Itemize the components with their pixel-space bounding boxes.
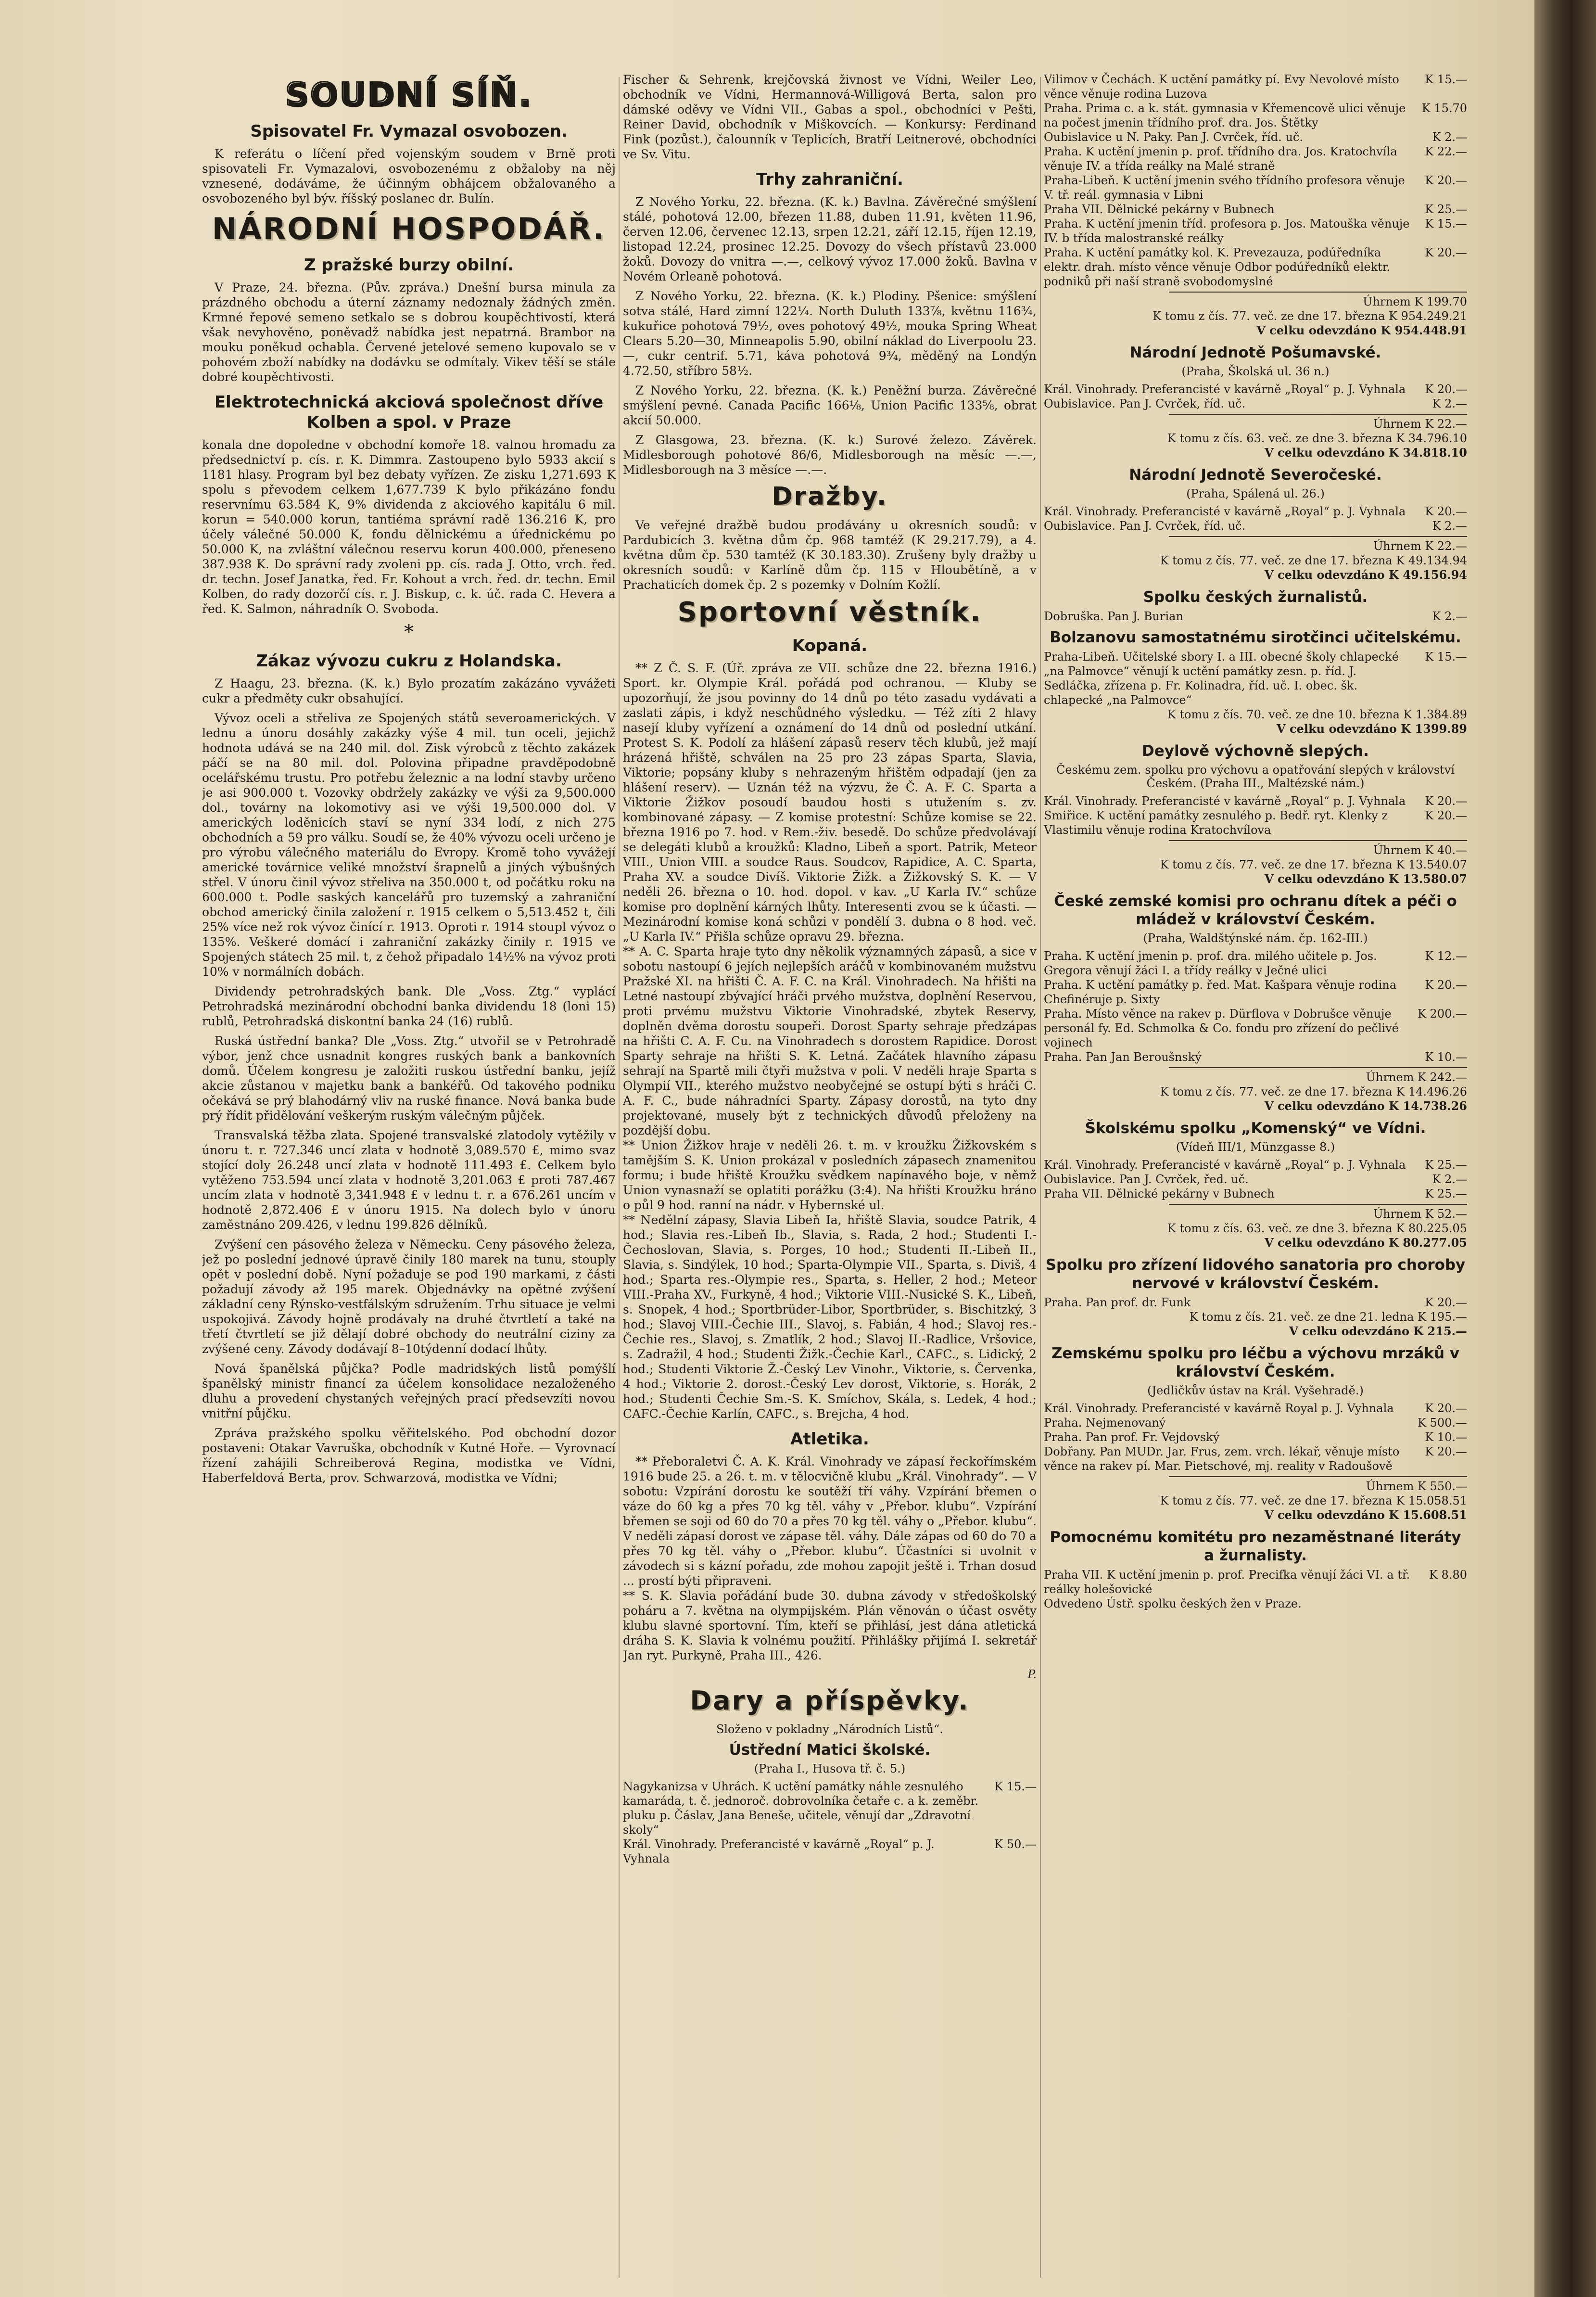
donation-text: Král. Vinohrady. Preferancisté v kavárně „Royal“ p. J. Vyhnala bbox=[1044, 505, 1406, 518]
donation-item bbox=[1044, 202, 1467, 217]
donation-title: České zemské komisi pro ochranu dítek a péči o mládež v království Českém. bbox=[1054, 893, 1457, 928]
section-subtitle: Složeno v pokladny „Národních Listů“. bbox=[716, 1723, 944, 1736]
donation-text: Dobřany. Pan MUDr. Jar. Frus, zem. vrch. lékař, věnuje místo věnce na rakev pí. Mar. Pietschové, mj. reality v Radoušově bbox=[1044, 1445, 1400, 1473]
donation-amount bbox=[1414, 1596, 1467, 1611]
donation-item bbox=[1044, 245, 1467, 289]
donation-sum: Úhrnem K 242.— bbox=[1366, 1071, 1467, 1084]
article-text: konala dne dopoledne v obchodní komoře 18. valnou hromadu za předsednictví p. cís. r. K. Dimmra. Zastoupeno bylo 5933 akcií s 1181 hlasy. Program byl bez debaty vyřízen. Ze zisku 1,271.693 K spolu s převodem celkem 1,677.739 K bylo přikázáno fondu reservnímu 63.584 K, 9% dividenda z akciového kapitálu 6 mil. korun = 540.000 korun, tantiéma správní radě 136.216 K, pro účely válečné 50.000 K, fondu dělnickému a úřednickému po 50.000 K, na zvláštní válečnou reservu korun 400.000, přeneseno 387.938 K. Do správní rady zvoleni pp. cís. rada J. Otto, vrch. řed. dr. techn. Josef Janatka, řed. Fr. Kohout a vrch. řed. dr. techn. Emil Kolben, do rady dozorčí cís. r. J. Biskup, c. k. úč. rada C. Hevera a řed. K. Salmon, náhradník O. Svoboda. bbox=[202, 438, 616, 616]
page-binding-edge bbox=[1534, 0, 1596, 2297]
donation-amount: K 10.— bbox=[1425, 1430, 1467, 1444]
donation-amount: K 50.— bbox=[994, 1838, 1037, 1851]
donation-previous: K tomu z čís. 77. več. ze dne 17. března K 15.058.51 bbox=[1160, 1494, 1467, 1507]
donation-amount: K 2.— bbox=[1432, 397, 1467, 410]
donation-item bbox=[1044, 808, 1467, 837]
article-text: Ve veřejné dražbě budou prodávány u okresních soudů: v Pardubicích 3. května dům čp. 968 tamtéž (K 29.217.79), a 4. května dům čp. 530 tamtéž (K 30.183.30). Zrušeny byly dražby u okresních soudů: v Karlíně dům čp. 115 v Hloubětíně, a v Prachaticích domek čp. 2 s pozemky v Dolním Kožlí. bbox=[623, 518, 1037, 592]
donation-sum: Úhrnem K 22.— bbox=[1373, 417, 1467, 431]
donation-text: Praha VII. Dělnické pekárny v Bubnech bbox=[1044, 203, 1275, 216]
donation-previous: K tomu z čís. 77. več. ze dne 17. března K 954.249.21 bbox=[1153, 309, 1467, 323]
donation-item bbox=[1044, 609, 1467, 624]
article-text: ** Přeboraletvi Č. A. K. Král. Vinohrady ve zápasí řeckořímském 1916 bude 25. a 26. t. m. v tělocvičně klubu „Král. Vinohrady“. — V sobotu: Vzpírání dorostu ke soutěží tří váhy. Vzpírání břemen o váze do 60 kg a přes 70 kg těl. váhy v „Přebor. klubu“. Vzpírání břemen se soji od 60 do 70 a přes 70 kg těl. váhy o „Přebor. klubu“. V neděli zápasí dorost ve zápase těl. váhy. Dále zápas od 60 do 70 a přes 70 kg těl. váhy o „Přebor. klubu“. Účastníci si uvolnit v závodech si s kázní pořadu, zde mohou zapojit ještě i. Trhan dosud ... prostí býti připraveni. ** S. K. Slavia pořádání bude 30. dubna závody v středoškolský poháru a 7. května na olympijském. Plán věnován o účast osvěty klubu slavné sportovní. Tím, kteří se přihlásí, jest dána atletická dráha S. K. Slavia k volnému použití. Přihlášky přijímá I. sekretář Jan ryt. Purkyně, Praha III., 426. bbox=[623, 1455, 1037, 1662]
separator-star: * bbox=[404, 621, 414, 643]
section-heading-hospodar: NÁRODNÍ HOSPODÁŘ. bbox=[212, 211, 606, 246]
donation-total: V celku odevzdáno K 954.448.91 bbox=[1256, 323, 1467, 337]
donation-title: Pomocnému komitétu pro nezaměstnané literáty a žurnalisty. bbox=[1050, 1529, 1461, 1564]
article-title: Z pražské burzy obilní. bbox=[304, 255, 514, 275]
donation-sum: Úhrnem K 22.— bbox=[1373, 539, 1467, 553]
sum-rule bbox=[1169, 292, 1467, 293]
donation-text: Oubislavice. Pan J. Cvrček, říd. uč. bbox=[1044, 397, 1246, 410]
donation-previous: K tomu z čís. 77. več. ze dne 17. března K 49.134.94 bbox=[1160, 554, 1467, 567]
donation-amount: K 20.— bbox=[1425, 246, 1467, 259]
article-text: Dividendy petrohradských bank. Dle „Voss. Ztg.“ vyplácí Petrohradská mezinárodní obchodní banka dividendu 18 (loni 15) rublů, Petrohradská diskontní banka 24 (16) rublů. bbox=[202, 984, 616, 1028]
donation-text: Král. Vinohrady. Preferancisté v kavárně „Royal“ p. J. Vyhnala bbox=[1044, 1158, 1406, 1172]
column-rule bbox=[619, 77, 620, 2278]
section-heading-soudni: SOUDNÍ SÍŇ. bbox=[285, 76, 533, 114]
article-text: Z Nového Yorku, 22. března. (K. k.) Plodiny. Pšenice: smýšlení sotva stálé, Hard zimní 122¼. North Duluth 133⅞, květnu 116¾, kukuřice pohotová 79½, oves pohotový 49½, mouka Spring Wheat Clears 5.20—30, Minneapolis 5.90, obilní náklad do Liverpoolu 23.—, cukr centrif. 5.71, káva pohotová 9¾, měděný na Londýn 4.72.50, stříbro 58½. bbox=[623, 289, 1037, 378]
donation-item bbox=[1044, 1172, 1467, 1187]
donation-item bbox=[1044, 1568, 1467, 1596]
donation-text: Král. Vinohrady. Preferancisté v kavárně „Royal“ p. J. Vyhnala bbox=[1044, 794, 1406, 808]
donation-item bbox=[1044, 504, 1467, 519]
donation-amount: K 15.— bbox=[1425, 650, 1467, 664]
donation-item bbox=[1044, 217, 1467, 245]
donation-amount: K 15.70 bbox=[1421, 102, 1467, 115]
donation-total: V celku odevzdáno K 14.738.26 bbox=[1264, 1099, 1467, 1113]
donation-amount: K 2.— bbox=[1432, 610, 1467, 623]
article-text: K referátu o líčení před vojenským soudem v Brně proti spisovateli Fr. Vymazalovi, osvobozenému z obžaloby na něj vznesené, dodáváme, že účinným obhájcem obžalovaného a osvobozeného byl býv. říšský poslanec dr. Bulín. bbox=[202, 147, 616, 205]
donation-amount: K 22.— bbox=[1425, 145, 1467, 158]
donation-title: Zemskému spolku pro léčbu a výchovu mrzáků v království Českém. bbox=[1051, 1345, 1460, 1380]
donation-text: Praha-Libeň. K uctění jmenin svého třídního profesora věnuje V. tř. reál. gymnasia v Libni bbox=[1044, 174, 1405, 202]
donation-previous: K tomu z čís. 21. več. ze dne 21. ledna K 195.— bbox=[1189, 1310, 1467, 1324]
donation-title: Deylově výchovně slepých. bbox=[1142, 742, 1369, 760]
donation-item bbox=[1044, 1430, 1467, 1444]
donation-item bbox=[1044, 72, 1467, 101]
donation-text: Praha VII. K uctění jmenin p. prof. Precifka věnují žáci VI. a tř. reálky holešovické bbox=[1044, 1568, 1410, 1596]
donation-text: Praha. K uctění památky kol. K. Prevezauza, podúředníka elektr. drah. místo věnce věnuje Odbor podúředníků elektr. podniků při naší straně svobodomyslné bbox=[1044, 246, 1391, 288]
donation-amount: K 15.— bbox=[1425, 217, 1467, 230]
donation-text: Oubislavice. Pan J. Cvrček, řed. uč. bbox=[1044, 1173, 1249, 1186]
article-text: Nová španělská půjčka? Podle madridských listů pomýšlí španělský ministr financí za účelem konsolidace nezaloženého dluhu a provedení chystaných veřejných prací předsevzíti novou vnitřní půjčku. bbox=[202, 1362, 616, 1420]
donation-text: Praha VII. Dělnické pekárny v Bubnech bbox=[1044, 1187, 1275, 1200]
article-title: Trhy zahraniční. bbox=[756, 170, 903, 189]
donation-text: Praha. Pan Jan Beroušnský bbox=[1044, 1050, 1202, 1064]
donation-item bbox=[1044, 1295, 1467, 1310]
donation-item bbox=[1044, 144, 1467, 173]
section-heading-drazby: Dražby. bbox=[772, 482, 888, 511]
column-1 bbox=[202, 72, 616, 2278]
donation-total: V celku odevzdáno K 15.608.51 bbox=[1264, 1508, 1467, 1522]
donation-item bbox=[1044, 1444, 1467, 1473]
donation-sum: Úhrnem K 550.— bbox=[1366, 1480, 1467, 1493]
donation-amount: K 12.— bbox=[1425, 949, 1467, 963]
article-text: Ruská ústřední banka? Dle „Voss. Ztg.“ utvořil se v Petrohradě výbor, jenž chce usnadnit kongres ruských bank a bankovních domů. Účelem kongresu je založiti ruskou ústřední banku, jejíž akcie zůstanou v majetku bank a bankéřů. Od takového podniku očekává se prý blahodárný vliv na ruské finance. Nová banka bude prý řídit přidělování veškerým ruským válečným půjček. bbox=[202, 1034, 616, 1123]
donation-text: Nagykanizsa v Uhrách. K uctění památky náhle zesnulého kamaráda, t. č. jednoroč. dobrovolníka četaře c. a k. zeměbr. pluku p. Čáslav, Jana Benešе, učitele, věnují dar „Zdravotní skoly“ bbox=[623, 1780, 979, 1837]
donation-item bbox=[1044, 650, 1467, 707]
donation-amount: K 20.— bbox=[1425, 978, 1467, 992]
donation-item bbox=[1044, 1158, 1467, 1172]
sum-rule bbox=[1169, 840, 1467, 841]
donation-total: V celku odevzdáno K 49.156.94 bbox=[1264, 568, 1467, 582]
article-text: Transvalská těžba zlata. Spojené transvalské zlatodoly vytěžily v únoru t. r. 727.346 uncí zlata v hodnotě 3,089.570 £, mimo svaz stojící doly 26.248 uncí zlata v hodnotě 111.493 £. Celkem bylo vytěženo 753.594 uncí zlata v hodnotě 3,201.063 £ proti 787.467 uncím zlata v hodnotě 3,341.948 £ v lednu t. r. a 676.261 uncím v hodnotě 2,872.406 £ v únoru 1915. Na dolech bylo v únoru zaměstnáno 209.426, v lednu 199.826 dělníků. bbox=[202, 1128, 616, 1232]
article-text: V Praze, 24. března. (Pův. zpráva.) Dnešní bursa minula za prázdného obchodu a úterní záznamy nedoznaly žádných změn. Krmné řepové semeno setkalo se s dobrou koupěchtivostí, která však nevyhověno, poněvadž nabídka jest nepatrná. Brambor na mouku poněkud ochabla. Červené jetelové semeno kupovalo se v pohovém zboží nabídky na dodávku se odmítaly. Vikev těší se stále dobré koupěchtivosti. bbox=[202, 281, 616, 384]
donation-amount: K 20.— bbox=[1425, 1445, 1467, 1458]
donation-amount: K 25.— bbox=[1425, 1187, 1467, 1200]
donation-item bbox=[1044, 396, 1467, 411]
donation-total: V celku odevzdáno K 1399.89 bbox=[1277, 722, 1467, 736]
donation-text: Smiřice. K uctění památky zesnulého p. Bedř. ryt. Klenky z Vlastimilu věnuje rodina Kratochvílova bbox=[1044, 809, 1388, 837]
donation-amount: K 200.— bbox=[1418, 1007, 1467, 1021]
donation-item bbox=[623, 1837, 1037, 1866]
donation-address: (Praha, Školská ul. 36 n.) bbox=[1181, 365, 1330, 378]
article-text: Z Nového Yorku, 22. března. (K. k.) Peněžní burza. Závěrečné smýšlení pevné. Canada Pacific 166⅛, Union Pacific 133⅝, obrat akcií 50.000. bbox=[623, 383, 1037, 427]
donation-text: Oubislavice u N. Paky. Pan J. Cvrček, říd. uč. bbox=[1044, 130, 1303, 144]
donation-amount: K 20.— bbox=[1425, 794, 1467, 808]
donation-address: (Praha I., Husova tř. č. 5.) bbox=[754, 1762, 906, 1775]
donation-sum: Úhrnem K 40.— bbox=[1373, 843, 1467, 857]
donation-title: Národní Jednotě Severočeské. bbox=[1129, 466, 1382, 484]
donation-amount: K 25.— bbox=[1425, 203, 1467, 216]
donation-sum: Úhrnem K 199.70 bbox=[1363, 295, 1467, 308]
donation-previous: K tomu z čís. 77. več. ze dne 17. března K 13.540.07 bbox=[1160, 858, 1467, 871]
donation-amount: K 20.— bbox=[1425, 809, 1467, 822]
article-text: Z Nového Yorku, 22. března. (K. k.) Bavlna. Závěrečné smýšlení stálé, pohotová 12.00, březen 11.88, duben 11.91, květen 11.96, červen 12.06, červenec 12.13, srpen 12.21, září 12.15, říjen 12.19, listopad 12.24, prosinec 12.25. Dovozy do všech přístavů 23.000 žoků. Dovozy do vnitra —.—, celkový vývoz 17.000 žoků. Bavlna v Novém Orleaně pohotová. bbox=[623, 195, 1037, 283]
donation-item bbox=[1044, 1401, 1467, 1416]
donation-item bbox=[1044, 1416, 1467, 1430]
donation-item bbox=[1044, 1050, 1467, 1064]
donation-previous: K tomu z čís. 70. več. ze dne 10. března K 1.384.89 bbox=[1167, 708, 1467, 721]
donation-item bbox=[1044, 130, 1467, 144]
donation-text: Král. Vinohrady. Preferancisté v kavárně „Royal“ p. J. Vyhnala bbox=[623, 1838, 935, 1865]
donation-address: (Praha, Waldštýnské nám. čp. 162-III.) bbox=[1143, 932, 1368, 945]
signature: P. bbox=[1027, 1668, 1037, 1681]
donation-amount: K 20.— bbox=[1425, 174, 1467, 187]
donation-text: Praha. K uctění jmenin p. prof. třídního dra. Jos. Kratochvíla věnuje IV. a třída reálky na Malé straně bbox=[1044, 145, 1397, 173]
donation-text: Praha. Pan prof. Fr. Vejdovský bbox=[1044, 1430, 1220, 1444]
donation-item bbox=[623, 1779, 1037, 1837]
donation-sum: Úhrnem K 52.— bbox=[1373, 1207, 1467, 1221]
sum-rule bbox=[1169, 1476, 1467, 1477]
donation-amount: K 20.— bbox=[1425, 505, 1467, 518]
donation-amount: K 15.— bbox=[994, 1780, 1037, 1793]
article-title: Kopaná. bbox=[792, 636, 868, 655]
section-heading-sport: Sportovní věstník. bbox=[677, 597, 982, 628]
column-3 bbox=[1044, 72, 1467, 2278]
donation-text: Praha. K uctění památky p. řed. Mat. Kašpara věnuje rodina Chefinéruje p. Sixty bbox=[1044, 978, 1397, 1006]
donation-title: Ústřední Matici školské. bbox=[729, 1741, 931, 1759]
donation-text: Oubislavice. Pan J. Cvrček, říd. uč. bbox=[1044, 519, 1246, 533]
donation-item bbox=[1044, 101, 1467, 130]
donation-text: Odvedeno Ústř. spolku českých žen v Praze. bbox=[1044, 1597, 1302, 1610]
article-text: Fischer & Sehrenk, krejčovská živnost ve Vídni, Weiler Leo, obchodník ve Vídni, Hermannová-Willigová Berta, salon pro dámské oděvy ve Vídni VII., Gabas a spol., obchodníci v Pešti, Reiner David, obchodník v Miškovcích. — Konkursy: Ferdinand Fink (pozůst.), čalounník v Teplicích, Bratří Leitnerové, obchodníci ve Sv. Vitu. bbox=[623, 73, 1037, 161]
donation-title: Národní Jednotě Pošumavské. bbox=[1129, 344, 1381, 361]
donation-previous: K tomu z čís. 63. več. ze dne 3. března K 80.225.05 bbox=[1167, 1222, 1467, 1235]
donation-previous: K tomu z čís. 77. več. ze dne 17. března K 14.496.26 bbox=[1160, 1085, 1467, 1098]
donation-amount: K 500.— bbox=[1418, 1416, 1467, 1429]
donation-list bbox=[1044, 72, 1467, 289]
donation-amount: K 10.— bbox=[1425, 1050, 1467, 1064]
article-text: ** Z Č. S. F. (Úř. zpráva ze VII. schůze dne 22. března 1916.) Sport. kr. Olympie Král. pořádá pod ochranou. — Kluby se upozorňují, že jsou povinny do 14 dnů po této zasadu vydávati a zaslati zápis, i když neschůdného výsledku. — Též zíti 2 hlavy nasejí kluby vyřízení a oznámení do 14 dnů od poslední utkání. Protest S. K. Podolí za hlášení zápasů reserv těch klubů, jež mají hrázená hřiště, schválen na 25 pro 23 zápas Sparta, Slavia, Viktorie; popsány kluby s nehrazeným hřištěm odpadají (jen za hlášení reserv). — Uznán též na výzvu, že Č. A. F. C. Sparta a Viktorie Žižkov posoudí baudou hosti s utužením s. zv. kombinované zápasy. — Z komise protestní: Schůze komise se 22. března 1916 po 7. hod. v Rem.-živ. besedě. Do schůze předvolávají se delegáti klubů a kroužků: Kladno, Libeň a sport. Patrik, Meteor VIII., Union VIII. a soudce Raus. Soudcov, Rapidice, A. C. Sparta, Praha XV. a soudce Divíš. Viktorie Žižk. a Žižkovský S. K. — V neděli 26. března o 10. hod. dopol. v kav. „U Karla IV.“ schůze komise pro doplnění kárných lhůty. Interesenti zvou se k účasti. — Mezinárodní komise koná schůzi v pondělí 3. dubna o 8 hod. več. „U Karla IV.“ Přišla schůze opravu 29. března. ** A. C. Sparta hraje tyto dny několik významných zápasů, a sice v sobotu nastoupí 6 jejích nejlepších aráčů v kombinovaném mužstvu Pražské XI. na hřišti Č. A. F. C. na Král. Vinohradech. Na hřišti na Letné nastoupí zbývající hráči prvého mužstva, doplnění Reservou, proti prvému mužstvu Viktorie Vinohradské, zbytek Reservy, doplněn dvěma dorostu soupeři. Dorost Sparty sehraje předzápas na hřišti C. A. F. Cu. na Vinohradech s dorostem Rapidice. Dorost Sparty sehraje na hřišti S. K. Letná. Začátek hlavního zápasu sehrají na Spartě mili čtyři mužstva v poli. V neděli hraje Sparta s Olympií VII., kterého mužstvo neobyčejné se ostupí býti s hráči C. A. F. C., bude náhradníci Sparty. Zápasy dorostů, na tyto dny projektované, musely být z technických důvodů přeloženy na pozdější dobu. ** Union Žižkov hraje v neděli 26. t. m. v kroužku Žižkovském s tamějším S. K. Union prokázal v posledních zápasech znamenitou formu; i bude hřiště Kroužku svědkem napínavého boje, v němž Union vynasnaží se oplatiti porážku (3:4). Na hřišti Kroužku hráno o půl 9 hod. ranní na nádr. v Hybernské ul. ** Nedělní zápasy, Slavia Libeň Ia, hřiště Slavia, soudce Patrik, 4 hod.; Slavia res.-Libeň Ib., Slavia, s. Rada, 2 hod.; Studenti I.-Čechoslovan, Slavia, s. Porges, 10 hod.; Studenti II.-Libeň II., Slavia, s. Sindýlek, 10 hod.; Sparta-Olympie VII., Sparta, s. Diviš, 4 hod.; Sparta res.-Olympie res., Sparta, s. Heller, 2 hod.; Meteor VIII.-Praha XV., Furkyně, 4 hod.; Viktorie VIII.-Nusické S. K., Libeň, s. Snopek, 4 hod.; Sportbrüder-Libor, Sportbrüder, s. Bischitzký, 3 hod.; Slavoj VIII.-Čechie III., Slavoj, s. Fabián, 4 hod.; Slavoj res.-Čechie res., Slavoj, s. Zmatlík, 2 hod.; Slavoj II.-Radlice, Vršovice, s. Zadražil, 4 hod.; Studenti Žižk.-Čechie Karl., CAFC., s. Lidický, 2 hod.; Studenti Viktorie Ž.-Český Lev Vinohr., Viktorie, s. Červenka, 4 hod.; Viktorie 2. dorost.-Český Lev dorost, Viktorie, s. Horák, 2 hod.; Studenti Čechie Sm.-S. K. Smíchov, Skála, s. Ledek, 4 hod.; CAFC.-Čechie Karlín, CAFC., s. Brejcha, 4 hod. bbox=[623, 661, 1037, 1421]
donation-text: Král. Vinohrady. Preferancisté v kavárně „Royal“ p. J. Vyhnala bbox=[1044, 383, 1406, 396]
donation-address: (Vídeň III/1, Münzgasse 8.) bbox=[1176, 1140, 1335, 1154]
donation-title: Spolku pro zřízení lidového sanatoria pro choroby nervové v království Českém. bbox=[1045, 1256, 1466, 1292]
sum-rule bbox=[1169, 414, 1467, 415]
donation-total: V celku odevzdáno K 34.818.10 bbox=[1264, 446, 1467, 459]
donation-amount: K 2.— bbox=[1432, 1173, 1467, 1186]
article-text: Vývoz oceli a střeliva ze Spojených států severoamerických. V lednu a únoru dosáhly zakázky výše 4 mil. tun oceli, jejichž hodnota udává se na 240 mil. dol. Zisk výrobců z těchto zakázek páčí se na 80 mil. dol. Polovina připadne pravděpodobně ocelářskému trustu. Pro potřebu železnic a na lodní stavby určeno je asi 900.000 t. Vozovky obdržely zakázky ve výši za 9,500.000 dol., továrny na lokomotivy asi ve výši 19,500.000 dol. V amerických loděnicích staví se nyní 334 lodí, z nich 275 obchodních a 59 pro válku. Soudí se, že 40% vývozu oceli určeno je pro výrobu válečného materiálu do Evropy. Kromě toho vyvážejí americké továrnice veliké množství šrapnelů a jiných výbušných střel. V únoru činil vývoz střeliva na 350.000 t, od počátku roku na 600.000 t. Podle saských kancelářů pro tuzemský a zahraniční obchod americký činila založení r. 1915 celkem o 5,513.452 t, čili 25% více než rok vývoz činící r. 1913. Oproti r. 1914 stoupl vývoz o 135%. Veškeré domácí i zahraniční zakázky činily r. 1915 ve Spojených státech 25 mil. t, z čehož připadalo 14½% na vývoz proti 10% v normálních dobách. bbox=[202, 711, 616, 979]
donation-amount: K 20.— bbox=[1425, 383, 1467, 396]
donation-address: (Praha, Spálená ul. 26.) bbox=[1186, 487, 1325, 500]
donation-text: Praha. Pan prof. dr. Funk bbox=[1044, 1296, 1191, 1309]
donation-amount: K 25.— bbox=[1425, 1158, 1467, 1172]
donation-address: Českému zem. spolku pro výchovu a opatřování slepých v království Českém. (Praha III., Maltézské nám.) bbox=[1056, 763, 1455, 790]
donation-item bbox=[1044, 173, 1467, 202]
donation-title: Spolku českých žurnalistů. bbox=[1143, 588, 1368, 606]
article-text: Z Haagu, 23. března. (K. k.) Bylo prozatím zakázáno vyvážeti cukr a předměty cukr obsahující. bbox=[202, 676, 616, 705]
donation-item bbox=[1044, 519, 1467, 533]
donation-text: Praha. Nejmenovaný bbox=[1044, 1416, 1166, 1429]
donation-item bbox=[1044, 382, 1467, 396]
article-text: Z Glasgowa, 23. března. (K. k.) Surové železo. Závěrek. Midlesborough pohotové 86/6, Midlesborough na měsíc —.—, Midlesborough na 3 měsíce —.—. bbox=[623, 433, 1037, 477]
sum-rule bbox=[1169, 1204, 1467, 1205]
donation-total: V celku odevzdáno K 215.— bbox=[1289, 1324, 1467, 1338]
sum-rule bbox=[1169, 536, 1467, 537]
article-title: Spisovatel Fr. Vymazal osvobozen. bbox=[250, 122, 568, 141]
donation-title: Bolzanovu samostatnému sirotčinci učitelskému. bbox=[1050, 629, 1461, 646]
donation-title: Školskému spolku „Komenský“ ve Vídni. bbox=[1085, 1120, 1426, 1137]
donation-list bbox=[623, 1779, 1037, 1866]
donation-item bbox=[1044, 978, 1467, 1007]
donation-amount: K 8.80 bbox=[1429, 1568, 1467, 1582]
article-text: Zpráva pražského spolku věřitelského. Pod obchodní dozor postaveni: Otakar Vavruška, obchodník v Kutné Hoře. — Vyrovnací řízení zahájili Schreiberová Regina, modistka ve Vídni, Haberfeldová Berta, prov. Schwarzová, modistka ve Vídni; bbox=[202, 1426, 616, 1485]
donation-item bbox=[1044, 794, 1467, 808]
column-2 bbox=[623, 72, 1037, 2278]
donation-item bbox=[1044, 1187, 1467, 1201]
article-title: Atletika. bbox=[790, 1429, 869, 1449]
donation-amount: K 2.— bbox=[1432, 519, 1467, 533]
donation-text: Praha. K uctění jmenin tříd. profesora p. Jos. Matouška věnuje IV. b třída malostranské reálky bbox=[1044, 217, 1410, 245]
column-rule bbox=[1040, 77, 1041, 2278]
article-title: Zákaz vývozu cukru z Holandska. bbox=[256, 651, 562, 671]
donation-previous: K tomu z čís. 63. več. ze dne 3. března K 34.796.10 bbox=[1167, 432, 1467, 445]
donation-amount: K 20.— bbox=[1425, 1402, 1467, 1415]
donation-item bbox=[1044, 949, 1467, 978]
donation-text: Praha. Místo věnce na rakev p. Dürflova v Dobrušce věnuje personál fy. Ed. Schmolka & Co. fondu pro zřízení do pečlivé vojinech bbox=[1044, 1007, 1399, 1049]
article-text: Zvýšení cen pásového železa v Německu. Ceny pásového železa, jež po poslední jednové úpravě činily 180 marek na tunu, stouply opět v poslední době. Nyní požaduje se pod 190 markami, z části požadují závody až 195 marek. Objednávky na opětné zvýšení základní ceny Rýnsko-vestfálským sdružením. Trhu situace je velmi uspokojivá. Závody hojně prodávaly na druhé čtvrtletí a také na třetí čtvrtletí se již dělají dobré obchody do neutrální ciziny za zvýšené ceny. Závody dodávají 8–10týdenní dodací lhůty. bbox=[202, 1238, 616, 1356]
donation-amount: K 15.— bbox=[1425, 73, 1467, 86]
donation-item bbox=[1044, 1007, 1467, 1050]
section-heading-dary: Dary a příspěvky. bbox=[690, 1685, 970, 1716]
donation-text: Král. Vinohrady. Preferancisté v kavárně Royal p. J. Vyhnala bbox=[1044, 1402, 1394, 1415]
donation-text: Dobruška. Pan J. Burian bbox=[1044, 610, 1183, 623]
donation-total: V celku odevzdáno K 13.580.07 bbox=[1264, 872, 1467, 886]
donation-text: Praha. Prima c. a k. stát. gymnasia v Křemencově ulici věnuje na počest jmenin třídního prof. dra. Jos. Štětky bbox=[1044, 102, 1406, 129]
sum-rule bbox=[1169, 1067, 1467, 1068]
donation-total: V celku odevzdáno K 80.277.05 bbox=[1264, 1236, 1467, 1250]
donation-text: Vilimov v Čechách. K uctění památky pí. Evy Nevolové místo věnce věnuje rodina Luzova bbox=[1044, 73, 1399, 101]
donation-item bbox=[1044, 1596, 1467, 1611]
donation-text: Praha-Libeň. Učitelské sbory I. a III. obecné školy chlapecké „na Palmovce“ věnují k uctění památky zesn. p. říd. J. Sedláčka, zřízena p. Fr. Kolinadra, říd. uč. I. obec. šk. chlapecké „na Palmovce“ bbox=[1044, 650, 1399, 707]
article-title: Elektrotechnická akciová společnost dříve Kolben a spol. v Praze bbox=[214, 393, 604, 432]
donation-amount: K 20.— bbox=[1425, 1296, 1467, 1309]
donation-amount: K 2.— bbox=[1432, 130, 1467, 144]
donation-text: Praha. K uctění jmenin p. prof. dra. milého učitele p. Jos. Gregora věnují žáci I. a třídy reálky v Ječné ulici bbox=[1044, 949, 1377, 977]
donation-address: (Jedličkův ústav na Král. Vyšehradě.) bbox=[1147, 1384, 1364, 1397]
